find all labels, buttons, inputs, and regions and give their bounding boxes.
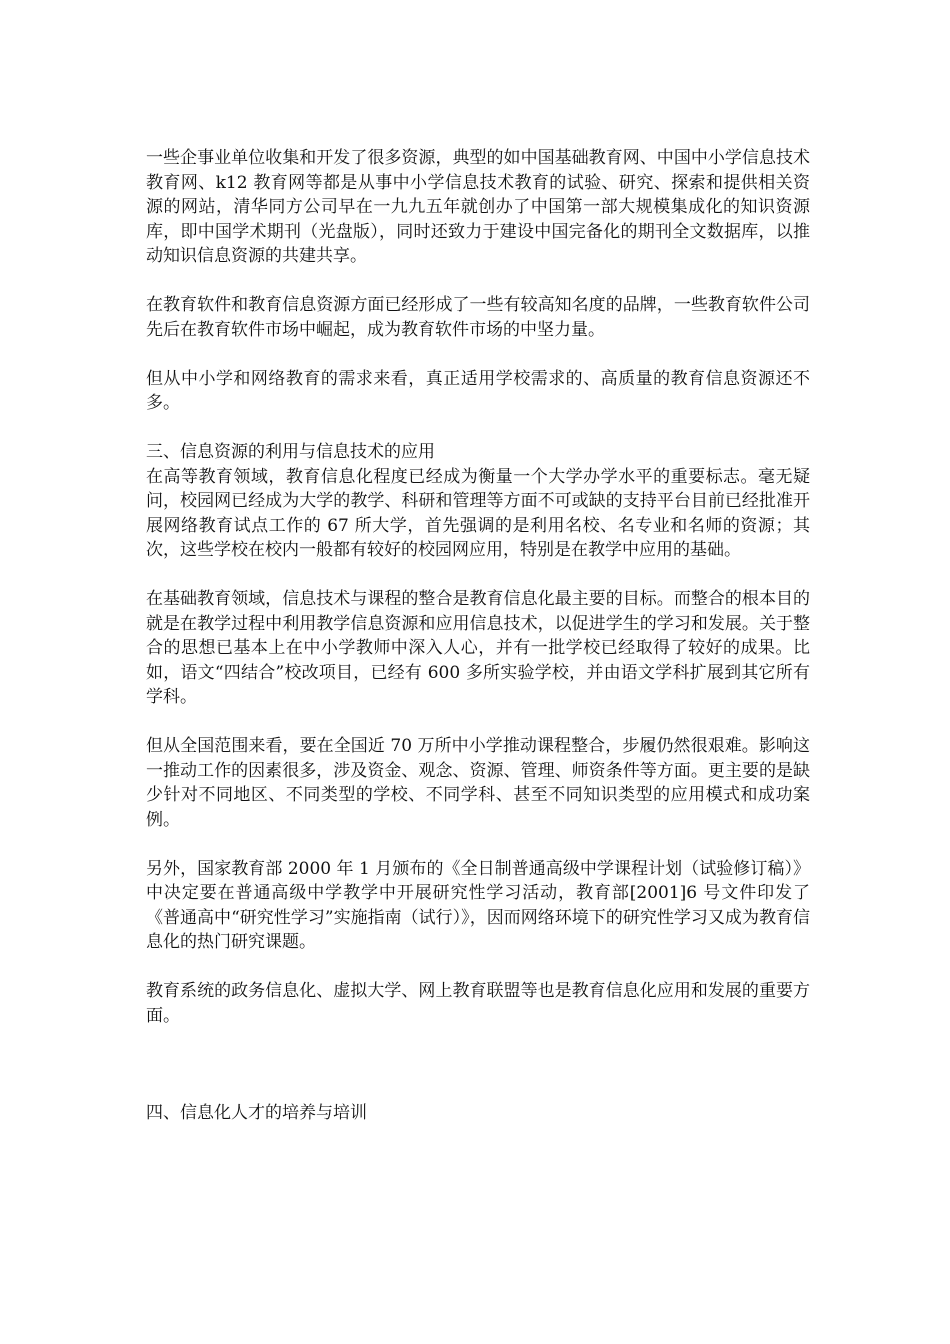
paragraph-higher-education: 在高等教育领域，教育信息化程度已经成为衡量一个大学办学水平的重要标志。毫无疑问，校园网已经成为大学的教学、科研和管理等方面不可或缺的支持平台目前已经批准开展网络教育试点工作的 67 所大学，首先强调的是利用名校、名专业和名师的资源；其次，这些学校在校内一般都有较好的校园网应用，特别是在教学中应用的基础。 xyxy=(146,466,810,560)
paragraph-research-learning: 另外，国家教育部 2000 年 1 月颁布的《全日制普通高级中学课程计划（试验修订稿）》中决定要在普通高级中学教学中开展研究性学习活动，教育部[2001]6 号文件印发了《普通高中“研究性学习”实施指南（试行）》，因而网络环境下的研究性学习又成为教育信息化的热门研究课题。 xyxy=(146,858,810,952)
paragraph-government-informatization: 教育系统的政务信息化、虚拟大学、网上教育联盟等也是教育信息化应用和发展的重要方面。 xyxy=(146,981,810,1026)
paragraph-resources-shortage: 但从中小学和网络教育的需求来看，真正适用学校需求的、高质量的教育信息资源还不多。 xyxy=(146,368,810,413)
paragraph-resources-collection: 一些企事业单位收集和开发了很多资源，典型的如中国基础教育网、中国中小学信息技术教育网、k12 教育网等都是从事中小学信息技术教育的试验、研究、探索和提供相关资源的网站，清华同方公司早在一九九五年就创办了中国第一部大规模集成化的知识资源库，即中国学术期刊（光盘版），同时还致力于建设中国完备化的期刊全文数据库，以推动知识信息资源的共建共享。 xyxy=(146,148,810,266)
paragraph-national-scope: 但从全国范围来看，要在全国近 70 万所中小学推动课程整合，步履仍然很艰难。影响这一推动工作的因素很多，涉及资金、观念、资源、管理、师资条件等方面。更主要的是缺少针对不同地区、不同类型的学校、不同学科、甚至不同知识类型的应用模式和成功案例。 xyxy=(146,736,810,830)
paragraph-software-brands: 在教育软件和教育信息资源方面已经形成了一些有较高知名度的品牌，一些教育软件公司先后在教育软件市场中崛起，成为教育软件市场的中坚力量。 xyxy=(146,295,810,340)
section-heading-3: 三、信息资源的利用与信息技术的应用 xyxy=(146,442,435,462)
paragraph-basic-education: 在基础教育领域，信息技术与课程的整合是教育信息化最主要的目标。而整合的根本目的就是在教学过程中利用教学信息资源和应用信息技术，以促进学生的学习和发展。关于整合的思想已基本上在中小学教师中深入人心，并有一批学校已经取得了较好的成果。比如，语文“四结合”校改项目，已经有 600 多所实验学校，并由语文学科扩展到其它所有学科。 xyxy=(146,589,810,707)
section-heading-4: 四、信息化人才的培养与培训 xyxy=(146,1103,367,1123)
document-body xyxy=(146,146,810,1126)
